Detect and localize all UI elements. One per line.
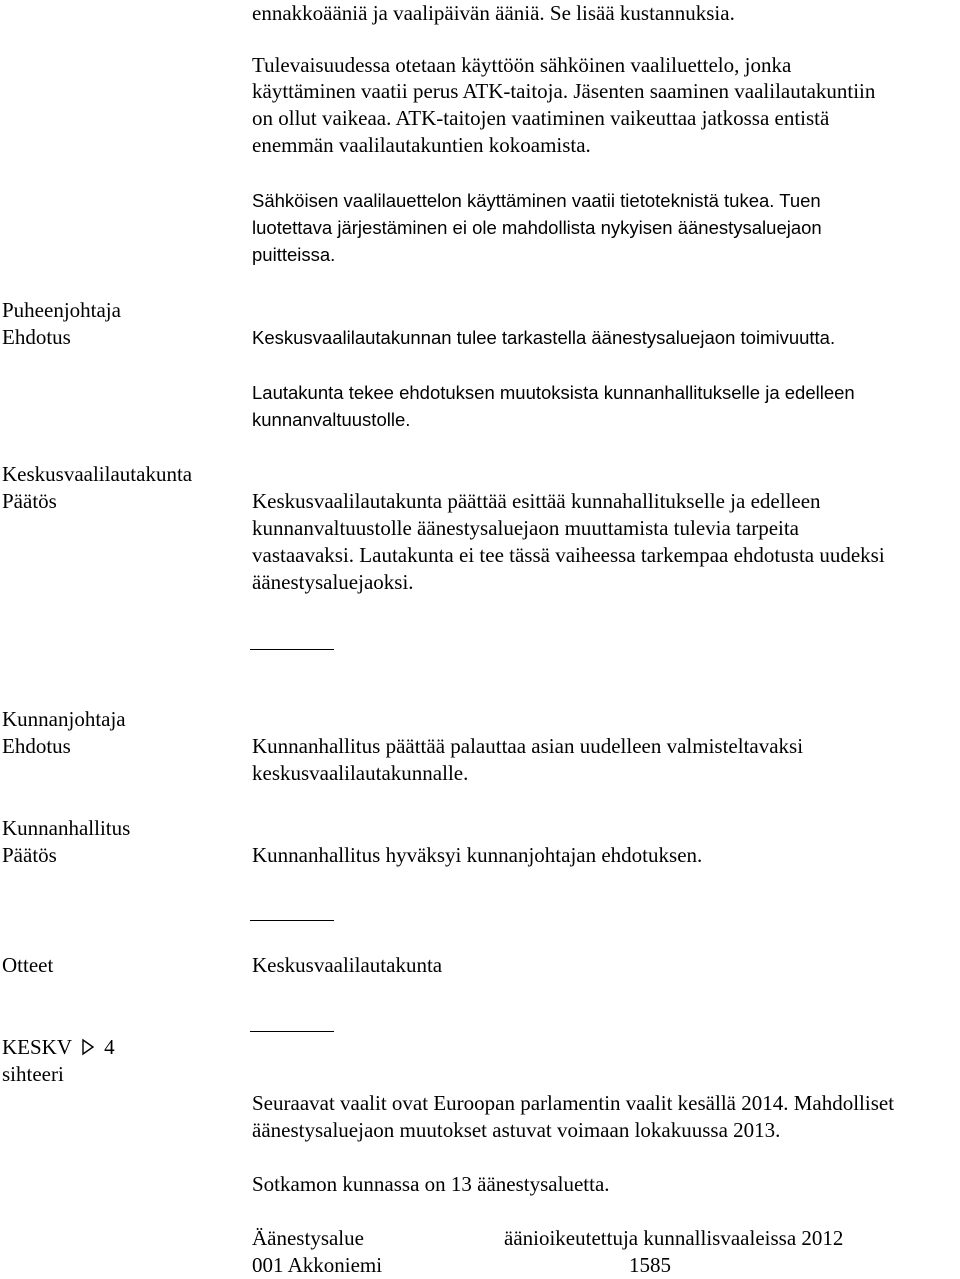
puheenjohtaja-label: Puheenjohtaja	[2, 298, 121, 322]
table-row-count: 1585	[629, 1253, 671, 1277]
puheenjohtaja-proposal-text-2-line-1: Lautakunta tekee ehdotuksen muutoksista kunnanhallitukselle ja edelleen	[252, 382, 855, 403]
section-divider	[250, 649, 334, 650]
intro-para3-line-2: luotettava järjestäminen ei ole mahdollista nykyisen äänestysaluejaon	[252, 217, 822, 238]
intro-para3-line-1: Sähköisen vaalilauettelon käyttäminen vaatii tietoteknistä tukea. Tuen	[252, 190, 821, 211]
keskv-label	[2, 1034, 115, 1061]
kunnanhallitus-decision-text: Kunnanhallitus hyväksyi kunnanjohtajan ehdotuksen.	[252, 843, 703, 867]
sihteeri-label: sihteeri	[2, 1062, 64, 1086]
table-header-area: Äänestysalue	[252, 1226, 364, 1250]
keskv-number: 4	[104, 1035, 115, 1059]
puheenjohtaja-proposal-text-2-line-2: kunnanvaltuustolle.	[252, 409, 411, 430]
keskusvaalilautakunta-decision-line-3: vastaavaksi. Lautakunta ei tee tässä vaiheessa tarkempaa ehdotusta uudeksi	[252, 543, 885, 567]
intro-para2-line-1: Tulevaisuudessa otetaan käyttöön sähköinen vaaliluettelo, jonka	[252, 53, 792, 77]
intro-para2-line-2: käyttäminen vaatii perus ATK-taitoja. Jäsenten saaminen vaalilautakuntiin	[252, 79, 876, 103]
otteet-recipient: Keskusvaalilautakunta	[252, 953, 443, 977]
ehdotus-label: Ehdotus	[2, 325, 71, 349]
intro-para2-line-4: enemmän vaalilautakuntien kokoamista.	[252, 133, 591, 157]
paatos-label-2: Päätös	[2, 843, 57, 867]
intro-para3-line-3: puitteissa.	[252, 244, 336, 265]
intro-para2-line-3: on ollut vaikeaa. ATK-taitojen vaatiminen vaikeuttaa jatkossa entistä	[252, 106, 830, 130]
keskusvaalilautakunta-decision-line-1: Keskusvaalilautakunta päättää esittää kunnahallitukselle ja edelleen	[252, 489, 821, 513]
kunnanjohtaja-proposal-line-1: Kunnanhallitus päättää palauttaa asian uudelleen valmisteltavaksi	[252, 734, 804, 758]
keskusvaalilautakunta-label: Keskusvaalilautakunta	[2, 462, 193, 486]
intro-line-1: ennakkoääniä ja vaalipäivän ääniä. Se lisää kustannuksia.	[252, 1, 735, 25]
section-divider	[250, 1031, 334, 1032]
kunnanjohtaja-label: Kunnanjohtaja	[2, 707, 126, 731]
puheenjohtaja-proposal-text: Keskusvaalilautakunnan tulee tarkastella äänestysaluejaon toimivuutta.	[252, 327, 836, 348]
table-row-area: 001 Akkoniemi	[252, 1253, 383, 1277]
keskv-text-2: Sotkamon kunnassa on 13 äänestysaluetta.	[252, 1172, 610, 1196]
table-header-count: äänioikeutettuja kunnallisvaaleissa 2012	[504, 1226, 844, 1250]
paatos-label: Päätös	[2, 489, 57, 513]
keskv-label-text: KESKV	[2, 1035, 72, 1059]
keskv-text-line-2: äänestysaluejaon muutokset astuvat voimaan lokakuussa 2013.	[252, 1118, 781, 1142]
kunnanhallitus-label: Kunnanhallitus	[2, 816, 131, 840]
keskusvaalilautakunta-decision-line-4: äänestysaluejaoksi.	[252, 570, 414, 594]
otteet-label: Otteet	[2, 953, 54, 977]
keskusvaalilautakunta-decision-line-2: kunnanvaltuustolle äänestysaluejaon muuttamista tulevia tarpeita	[252, 516, 800, 540]
section-divider	[250, 920, 334, 921]
kunnanjohtaja-proposal-line-2: keskusvaalilautakunnalle.	[252, 761, 469, 785]
keskv-text-line-1: Seuraavat vaalit ovat Euroopan parlamentin vaalit kesällä 2014. Mahdolliset	[252, 1091, 895, 1115]
ehdotus-label-2: Ehdotus	[2, 734, 71, 758]
section-mark-icon	[81, 1037, 95, 1057]
